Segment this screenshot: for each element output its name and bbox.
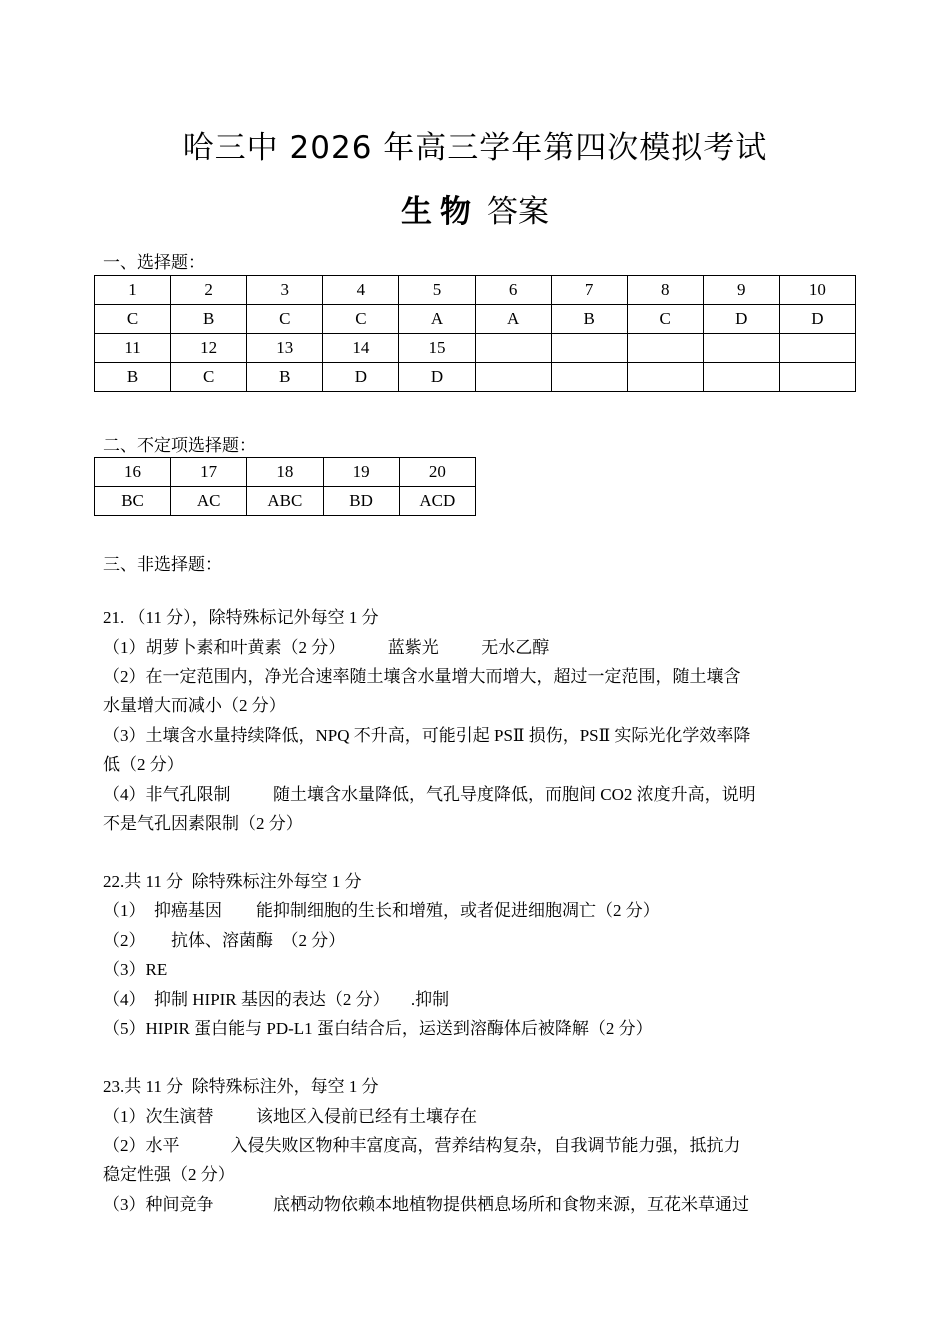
answer-line: 23.共 11 分 除特殊标注外，每空 1 分 bbox=[103, 1077, 379, 1096]
subject-label: 生物 bbox=[401, 194, 479, 230]
table-cell bbox=[627, 334, 703, 363]
table-cell: D bbox=[323, 363, 399, 392]
table-cell: 17 bbox=[171, 458, 247, 487]
table-cell: 8 bbox=[627, 276, 703, 305]
table-cell bbox=[779, 334, 855, 363]
answer-line: 稳定性强（2 分） bbox=[103, 1165, 235, 1184]
table-cell: 9 bbox=[703, 276, 779, 305]
answer-line: （1） 抑癌基因 能抑制细胞的生长和增殖，或者促进细胞凋亡（2 分） bbox=[103, 901, 660, 920]
table-cell: BD bbox=[323, 487, 399, 516]
table-cell: 6 bbox=[475, 276, 551, 305]
table-cell: D bbox=[779, 305, 855, 334]
table-cell: 11 bbox=[95, 334, 171, 363]
table-row bbox=[95, 363, 856, 392]
answer-line: （2） 抗体、溶菌酶 （2 分） bbox=[103, 931, 346, 950]
answer-line: （3）种间竞争 底栖动物依赖本地植物提供栖息场所和食物来源，互花米草通过 bbox=[103, 1195, 749, 1214]
table-cell: D bbox=[703, 305, 779, 334]
answer-line: 不是气孔因素限制（2 分） bbox=[103, 814, 303, 833]
table-cell bbox=[475, 334, 551, 363]
answer-line: 22.共 11 分 除特殊标注外每空 1 分 bbox=[103, 872, 362, 891]
table-cell: 7 bbox=[551, 276, 627, 305]
section-heading-choice: 一、选择题： bbox=[103, 253, 205, 273]
section-heading-multi-choice: 二、不定项选择题： bbox=[103, 436, 256, 456]
table-cell: B bbox=[247, 363, 323, 392]
answer-line: （5）HIPIR 蛋白能与 PD-L1 蛋白结合后，运送到溶酶体后被降解（2 分） bbox=[103, 1019, 653, 1038]
multi-choice-answer-table bbox=[94, 457, 476, 516]
answer-line: （4） 抑制 HIPIR 基因的表达（2 分） .抑制 bbox=[103, 990, 450, 1009]
answer-line: 水量增大而减小（2 分） bbox=[103, 696, 286, 715]
table-cell: 4 bbox=[323, 276, 399, 305]
table-cell bbox=[551, 363, 627, 392]
answer-line: （2）水平 入侵失败区物种丰富度高，营养结构复杂，自我调节能力强，抵抗力 bbox=[103, 1136, 741, 1155]
choice-answer-table bbox=[94, 275, 856, 392]
section-heading-non-choice: 三、非选择题： bbox=[103, 555, 222, 575]
table-cell bbox=[475, 363, 551, 392]
table-cell: C bbox=[627, 305, 703, 334]
answer-line: （2）在一定范围内，净光合速率随土壤含水量增大而增大，超过一定范围，随土壤含 bbox=[103, 667, 741, 686]
table-cell: 12 bbox=[171, 334, 247, 363]
answer-line: 低（2 分） bbox=[103, 755, 184, 774]
table-cell: BC bbox=[95, 487, 171, 516]
table-cell: 10 bbox=[779, 276, 855, 305]
table-cell: 13 bbox=[247, 334, 323, 363]
table-cell: ACD bbox=[399, 487, 475, 516]
table-row bbox=[95, 276, 856, 305]
table-cell: ABC bbox=[247, 487, 323, 516]
table-cell: B bbox=[551, 305, 627, 334]
table-row bbox=[95, 334, 856, 363]
table-cell: 2 bbox=[171, 276, 247, 305]
table-row bbox=[95, 305, 856, 334]
table-cell: D bbox=[399, 363, 475, 392]
table-cell: B bbox=[171, 305, 247, 334]
table-cell bbox=[703, 363, 779, 392]
table-cell: 19 bbox=[323, 458, 399, 487]
table-cell: C bbox=[171, 363, 247, 392]
answer-line: （1）次生演替 该地区入侵前已经有土壤存在 bbox=[103, 1107, 477, 1126]
answer-line: （4）非气孔限制 随土壤含水量降低，气孔导度降低，而胞间 CO2 浓度升高，说明 bbox=[103, 785, 756, 804]
table-cell: 3 bbox=[247, 276, 323, 305]
answer-label: 答案 bbox=[487, 194, 549, 230]
table-cell bbox=[551, 334, 627, 363]
table-cell: 5 bbox=[399, 276, 475, 305]
table-cell bbox=[779, 363, 855, 392]
answer-line: （3）土壤含水量持续降低，NPQ 不升高，可能引起 PSⅡ 损伤，PSⅡ 实际光化学效率降 bbox=[103, 726, 751, 745]
table-cell: C bbox=[323, 305, 399, 334]
table-cell: A bbox=[475, 305, 551, 334]
table-cell: 15 bbox=[399, 334, 475, 363]
answer-line: （3）RE bbox=[103, 960, 168, 979]
page-subtitle bbox=[0, 186, 950, 231]
answer-line: （1）胡萝卜素和叶黄素（2 分） 蓝紫光 无水乙醇 bbox=[103, 638, 550, 657]
table-row bbox=[95, 487, 476, 516]
table-cell bbox=[703, 334, 779, 363]
table-cell: AC bbox=[171, 487, 247, 516]
table-cell bbox=[627, 363, 703, 392]
table-cell: C bbox=[95, 305, 171, 334]
table-cell: A bbox=[399, 305, 475, 334]
table-cell: B bbox=[95, 363, 171, 392]
table-row bbox=[95, 458, 476, 487]
answer-line: 21. （11 分），除特殊标记外每空 1 分 bbox=[103, 608, 379, 627]
table-cell: 20 bbox=[399, 458, 475, 487]
table-cell: 14 bbox=[323, 334, 399, 363]
table-cell: 1 bbox=[95, 276, 171, 305]
table-cell: 18 bbox=[247, 458, 323, 487]
table-cell: C bbox=[247, 305, 323, 334]
table-cell: 16 bbox=[95, 458, 171, 487]
page-title: 哈三中 2026 年高三学年第四次模拟考试 bbox=[182, 130, 768, 166]
